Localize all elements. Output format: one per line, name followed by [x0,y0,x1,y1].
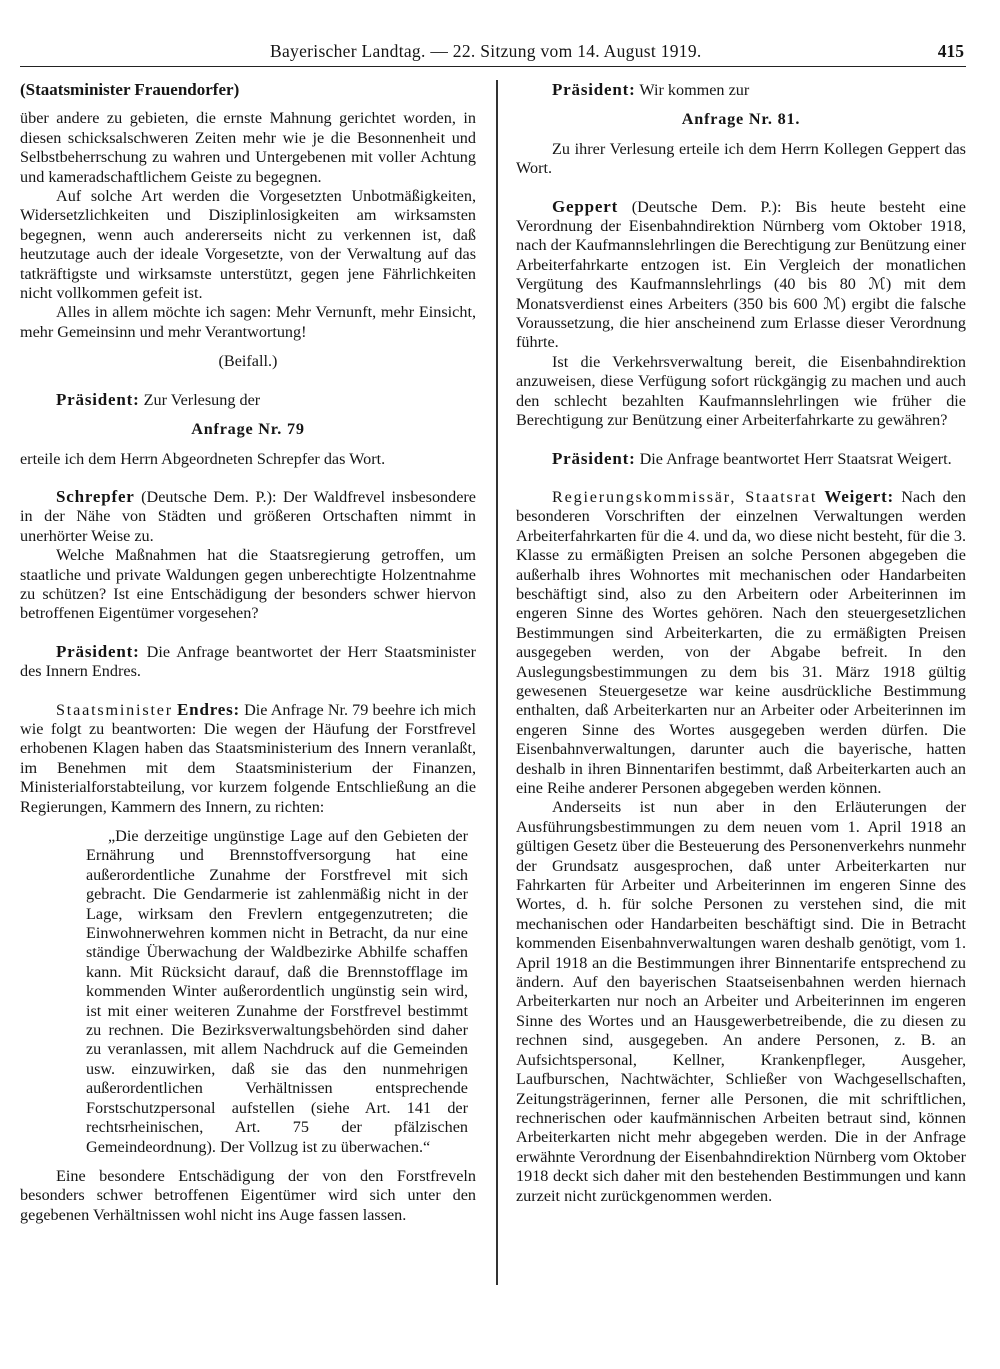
speaker-name: Endres: [177,699,240,719]
statement-text: (Deutsche Dem. P.): Bis heute besteht eine Verordnung der Eisenbahndirektion Nürnberg vom Oktober 1918, nach der Kaufmannslehrlingen die Berechtigung zur Benützung einer Arbeiterfahrkarte entzogen ist. Ein Vergleich der monatlichen Vergütung des Kaufmannslehrlings (40 bis 80 ℳ) mit dem Monatsverdienst eines Arbeiters (350 bis 600 ℳ) ergibt die falsche Voraussetzung, die hier anscheinend zum Erlasse dieser Verordnung führte. [516,197,966,352]
column-divider [496,80,498,1285]
quote-text: „Die derzeitige ungünstige Lage auf den Gebieten der Ernährung und Brennstoffversorgung hat eine außerordentliche Zunahme der Forstfrevel mit sich gebracht. Die Gendarmerie ist zahlenmäßig nicht in der Lage, wirksam den Frevlern entgegenzutreten; die Einwohnerwehren kommen nicht in Betracht, da nur eine ständige Überwachung der Waldbezirke Abhilfe schaffen kann. Mit Rücksicht darauf, daß die Brennstofflage im kommenden Winter außerordentlich ungünstig sein wird, ist mit einer weiteren Zunahme der Forstfrevel bestimmt zu rechnen. Die Bezirksverwaltungsbehörden sind daher zu veranlassen, mit allem Nachdruck auf die Gemeinden usw. einzuwirken, daß sie das den nunmehrigen außerordentlichen Verhältnissen entsprechende Forstschutzpersonal aufstellen (siehe Art. 141 der rechtsrheinischen, Art. 75 der pfälzischen Gemeindeordnung). Der Vollzug ist zu überwachen.“ [86,827,468,1156]
speaker-statement [20,487,476,546]
speaker-name: Geppert [552,196,619,216]
president-statement [20,642,476,682]
speaker-title: Regierungskommissär, Staatsrat [552,487,818,506]
statement-text: Die Anfrage beantwortet der Herr Staatsminister des Innern Endres. [20,642,477,681]
paragraph: Eine besondere Entschädigung der von den Forstfreveln besonders schwer betroffenen Eigentümer wird sich unter den gegebenen Verhältnissen wohl nicht ins Auge fassen lassen. [20,1166,476,1224]
paragraph: Anderseits ist nun aber in den Erläuterungen der Ausführungsbestimmungen zu dem neuen vom 1. April 1918 an gültigen Gesetz über die Besteuerung des Personenverkehrs nunmehr der Grundsatz ausgesprochen, daß unter Arbeiterkarten nur Fahrkarten für Arbeiter und Arbeiterinnen im engeren Sinne des Wortes, d. h. für solche Personen zu verstehen sind, die mit mechanischen oder Handarbeiten beschäftigt sind. Die in Betracht kommenden Eisenbahnverwaltungen waren deshalb genötigt, vom 1. April 1918 an die Bestimmungen ihrer Binnentarife entsprechend zu ändern. Auf den bayerischen Staatseisenbahnen werden hiernach Arbeiterkarten nur noch an Arbeiter und Arbeiterinnen im engeren Sinne des Wortes und an Hausgewerbetreibende, die zu diesen zu rechnen sind, ausgegeben. An andere Personen, z. B. an Aufsichtspersonal, Kellner, Krankenpfleger, Ausgeher, Laufburschen, Nachtwächter, Schließer von Wachgesellschaften, Zeitungsträgerinnen, ferner alle Personen, die mit schriftlichen, rechnerischen oder kaufmännischen Arbeiten betraut sind, können Arbeiterkarten nicht mehr abgegeben werden. Die in der Anfrage erwähnte Verordnung der Eisenbahndirektion Nürnberg vom Oktober 1918 deckt sich daher mit den bestehenden Bestimmungen und kann zurzeit nicht zurückgenommen werden. [516,798,966,1205]
president-statement [516,80,966,100]
paragraph: Auf solche Art werden die Vorgesetzten Unbotmäßigkeiten, Widersetzlichkeiten und Disziplinlosigkeiten am wirksamsten begegnen, wenn auch andererseits nicht zu verkennen ist, daß heutzutage auch der ideale Vorgesetzte, von der Verwaltung auf das tatkräftigste und wirksamste unterstützt, gegen jene Fährlichkeiten nicht vollkommen gefeit ist. [20,187,476,303]
page-number: 415 [937,41,964,61]
president-statement [20,390,476,410]
applause-note: (Beifall.) [218,352,278,371]
paragraph: Welche Maßnahmen hat die Staatsregierung getroffen, um staatliche und private Waldungen gegen unberechtigte Holzentnahme zu schützen? Ist eine Entschädigung der besonders schwer hiervon betroffenen Eigentümer vorgesehen? [20,546,476,623]
paragraph: Zu ihrer Verlesung erteile ich dem Herrn Kollegen Geppert das Wort. [516,139,966,178]
statement-text: (Deutsche Dem. P.): Der Waldfrevel insbesondere in der Nähe von Städten und größeren Ortschaften nimmt in unerhörter Weise zu. [20,487,476,545]
paragraph: Alles in allem möchte ich sagen: Mehr Vernunft, mehr Einsicht, mehr Gemeinsinn und mehr Verantwortung! [20,303,476,341]
statement-text: Die Anfrage beantwortet Herr Staatsrat Weigert. [639,449,952,468]
speaker-name: Weigert: [824,486,895,506]
speaker-title: Staatsminister [56,700,173,719]
president-statement [516,449,966,469]
paragraph: über andere zu gebieten, die ernste Mahnung gerichtet worden, in diesen schicksalschweren Zeiten mehr wie je die Besonnenheit und Selbstbeherrschung zu wahren und Untergebenen mit voller Achtung und kameradschaftlichem Geiste zu begegnen. [20,109,476,186]
speaker-name: Präsident: [552,448,636,468]
left-column [20,80,476,1225]
paragraph: erteile ich dem Herrn Abgeordneten Schrepfer das Wort. [20,449,386,468]
inquiry-heading: Anfrage Nr. 79 [191,420,305,439]
speaker-name: Schrepfer [56,486,135,506]
speaker-statement [516,197,966,353]
right-column [516,80,966,1206]
speaker-statement [20,700,476,817]
speaker-name: Präsident: [56,641,140,661]
statement-text: Nach den besonderen Vorschriften der einzelnen Verwaltungen werden Arbeiterfahrkarten für die 4. und da, wo diese nicht besteht, für die 3. Klasse zu ermäßigten Preisen an solche Personen abgegeben die außerhalb ihres Wohnortes mit mechanischen oder Handarbeiten beschäftigt sind, also zu den Arbeitern oder Arbeiterinnen im engeren Sinne des Wortes gehören. Nach den steuergesetzlichen Bestimmungen sind Arbeiterkarten, die zu ermäßigten Preisen ausgegeben werden, von der Abgabe befreit. In den Auslegungsbestimmungen zu dem bis 31. März 1918 gültig gewesenen Steuergesetze war keine ausdrückliche Bestimmung enthalten, daß Arbeiterkarten nur an Arbeiter oder Arbeiterinnen im engeren Sinne des Wortes ausgegeben werden dürfen. Die Eisenbahnverwaltungen, darunter auch die bayerische, hatten deshalb in ihren Binnentarifen bestimmt, daß Arbeiterkarten auch an eine Reihe anderer Personen abgegeben werden können. [516,487,967,797]
statement-text: Wir kommen zur [639,81,750,99]
paragraph: Ist die Verkehrsverwaltung bereit, die Eisenbahndirektion anzuweisen, diese Verfügung sofort rückgängig zu machen und auch den schlecht bezahlten Kaufmannslehrlingen wie früher die Berechtigung zur Benützung einer Arbeiterfahrkarte zu gewähren? [516,352,966,430]
statement-text: Die Anfrage Nr. 79 beehre ich mich wie folgt zu beantworten: Die wegen der Häufung der Forstfrevel erhobenen Klagen haben das Staatsministerium des Innern veranlaßt, im Benehmen mit dem Staatsministerium der Finanzen, Ministerialforstabteilung, vor kurzem folgende Entschließung an die Regierungen, Kammern des Innern, zu richten: [20,700,477,816]
page-header [20,38,966,67]
running-title: Bayerischer Landtag. — 22. Sitzung vom 14. August 1919. [270,41,702,61]
inquiry-heading: Anfrage Nr. 81. [681,110,801,129]
quoted-decree [86,827,468,1157]
speaker-statement [516,487,966,799]
speaker-name: Präsident: [56,389,140,409]
speaker-name: Präsident: [552,80,636,99]
statement-text: Zur Verlesung der [143,390,261,409]
continuation-label: (Staatsminister Frauendorfer) [20,80,240,99]
